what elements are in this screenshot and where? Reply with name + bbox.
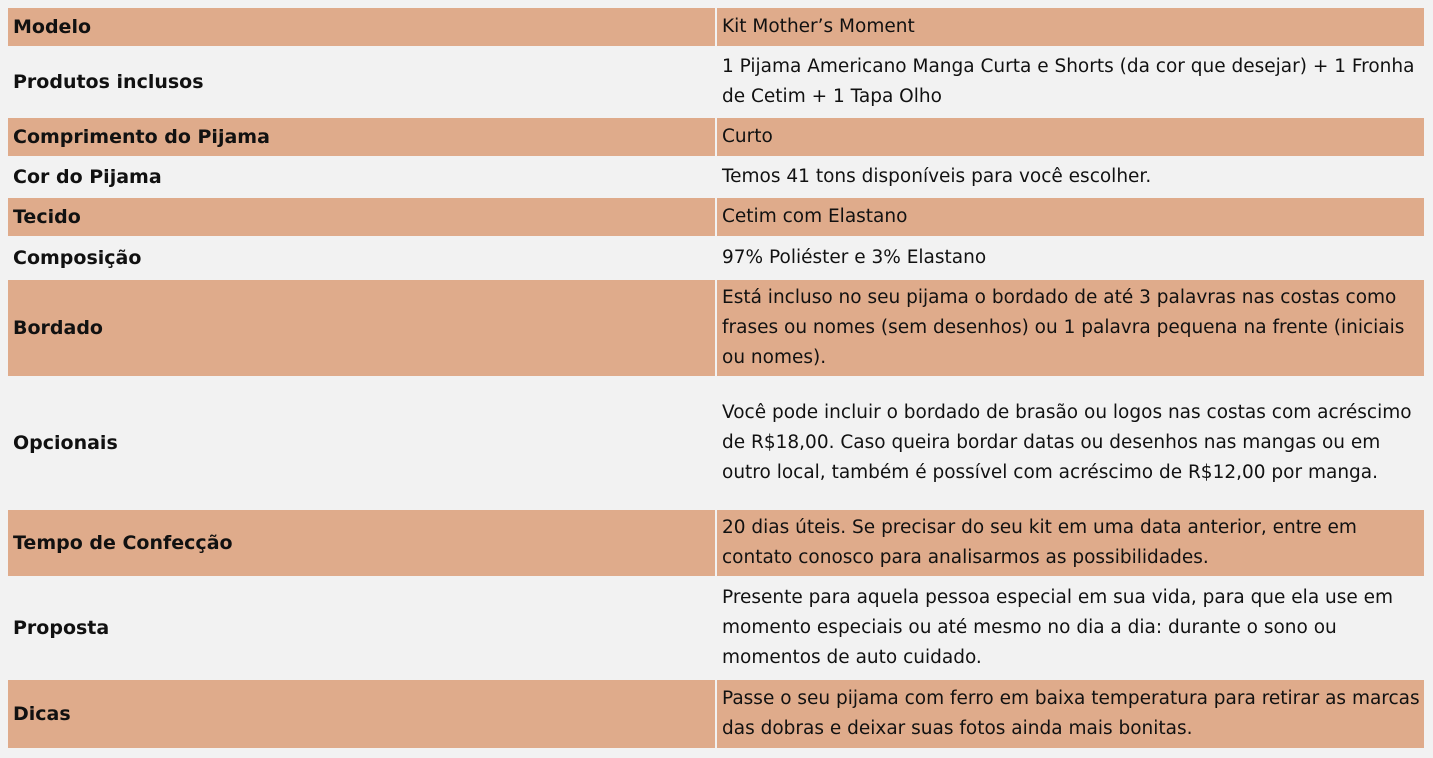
spec-label: Cor do Pijama [8, 156, 715, 198]
spec-label: Dicas [8, 680, 715, 748]
spec-label: Tempo de Confecção [8, 510, 715, 576]
spec-label: Tecido [8, 198, 715, 236]
spec-value: 1 Pijama Americano Manga Curta e Shorts (da cor que desejar) + 1 Fronha de Cetim + 1 Tapa Olho [717, 46, 1424, 118]
spec-value: Cetim com Elastano [717, 198, 1424, 236]
product-spec-table [8, 8, 1424, 748]
spec-value: 97% Poliéster e 3% Elastano [717, 236, 1424, 280]
spec-value: Temos 41 tons disponíveis para você escolher. [717, 156, 1424, 198]
spec-value: Presente para aquela pessoa especial em sua vida, para que ela use em momento especiais ou até mesmo no dia a dia: durante o sono ou momentos de auto cuidado. [717, 576, 1424, 680]
spec-label: Produtos inclusos [8, 46, 715, 118]
spec-label: Bordado [8, 280, 715, 376]
spec-value: Kit Mother’s Moment [717, 8, 1424, 46]
spec-value: Curto [717, 118, 1424, 156]
spec-label: Opcionais [8, 376, 715, 510]
spec-label: Proposta [8, 576, 715, 680]
spec-label: Comprimento do Pijama [8, 118, 715, 156]
spec-label: Modelo [8, 8, 715, 46]
spec-value: Está incluso no seu pijama o bordado de até 3 palavras nas costas como frases ou nomes (sem desenhos) ou 1 palavra pequena na frente (iniciais ou nomes). [717, 280, 1424, 376]
spec-value: 20 dias úteis. Se precisar do seu kit em uma data anterior, entre em contato conosco para analisarmos as possibilidades. [717, 510, 1424, 576]
spec-value: Você pode incluir o bordado de brasão ou logos nas costas com acréscimo de R$18,00. Caso queira bordar datas ou desenhos nas mangas ou em outro local, também é possível com acréscimo de R$12,00 por manga. [717, 376, 1424, 510]
spec-label: Composição [8, 236, 715, 280]
spec-value: Passe o seu pijama com ferro em baixa temperatura para retirar as marcas das dobras e deixar suas fotos ainda mais bonitas. [717, 680, 1424, 748]
